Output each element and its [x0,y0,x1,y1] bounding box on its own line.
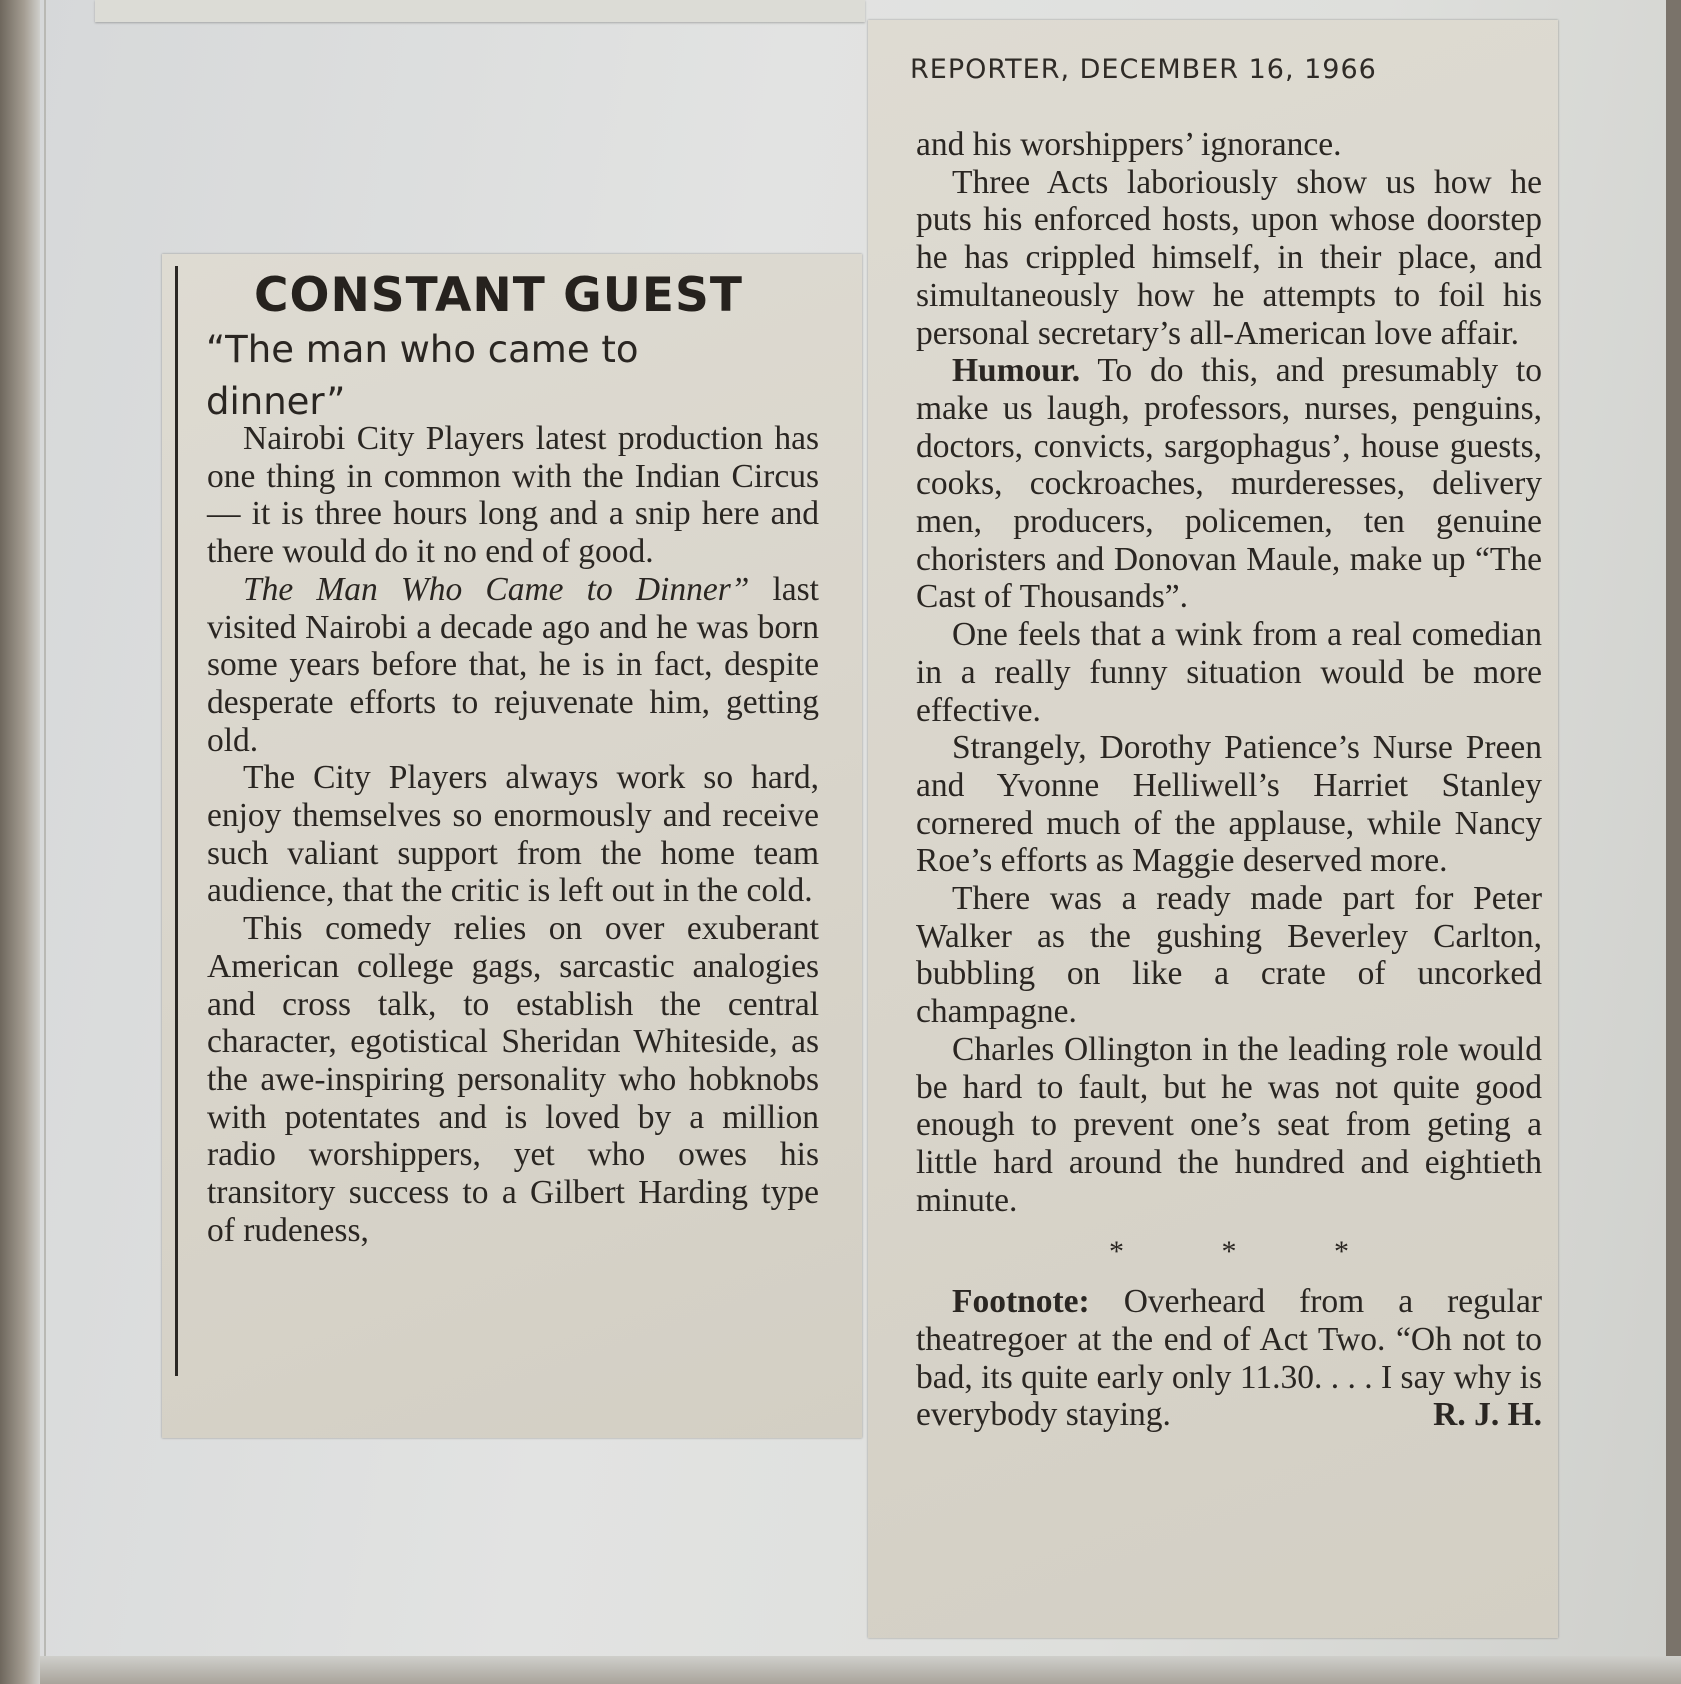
torn-clipping-fragment [95,0,865,22]
paragraph: Charles Ollington in the leading role would be hard to fault, but he was not quite good enough to prevent one’s seat from geting a little hard around the hundred and eightieth minute. [916,1030,1542,1219]
page-bottom-edge [40,1656,1681,1684]
paragraph: This comedy relies on over exuberant American college gags, sarcastic analogies and cross talk, to establish the central character, egotistical Sheridan Whiteside, as the awe-inspiring personality who hobknobs with potentates and is loved by a million radio worshippers, yet who owes his transitory success to a Gilbert Harding type of rudeness, [207,910,819,1249]
headline: CONSTANT GUEST [254,268,743,323]
paragraph: and his worshippers’ ignorance. [916,126,1342,163]
album-spine [0,0,40,1684]
page-edge [44,0,46,1684]
play-title: The Man Who Came to Dinner” [243,570,750,608]
paragraph: One feels that a wink from a real comedian in a really funny situation would be more effective. [916,616,1542,729]
paragraph-text: To do this, and presumably to make us laugh, professors, nurses, penguins, doctors, convicts, sargophagus’, house guests, cooks, cockroaches, murderesses, delivery men, producers, policemen, ten genuine choristers and Donovan Maule, make up “The Cast of Thousands”. [916,352,1542,616]
paragraph: Nairobi City Players latest production has one thing in common with the Indian Circus — it is three hours long and a snip here and there would do it no end of good. [207,420,819,571]
left-newspaper-clipping [162,254,862,1438]
section-label: Humour. [952,352,1081,390]
article-body-right [916,126,1542,1434]
paragraph [916,352,1542,616]
paragraph: Three Acts laboriously show us how he puts his enforced hosts, upon whose doorstep he has crippled himself, in their place, and simultaneously how he attempts to foil his personal secretary’s all-American love affair. [916,163,1542,352]
section-break-stars: * * * [1109,1235,1349,1269]
paragraph: Strangely, Dorothy Patience’s Nurse Preen and Yvonne Helliwell’s Harriet Stanley cornered much of the applause, while Nancy Roe’s efforts as Maggie deserved more. [916,729,1542,880]
subheadline: “The man who came to dinner” [206,328,639,423]
author-initials: R. J. H. [1433,1396,1542,1434]
paragraph [207,571,819,760]
paragraph: There was a ready made part for Peter Walker as the gushing Beverley Carlton, bubbling on like a crate of uncorked champagne. [916,880,1542,1031]
article-body-left [207,420,819,1249]
right-newspaper-clipping [868,20,1558,1638]
footnote-paragraph [916,1283,1542,1434]
column-rule [175,266,178,1376]
footnote-text: Overheard from a regular theatregoer at the end of Act Two. “Oh not to bad, its quite early only 11.30. . . . I say why is everybody staying. [916,1283,1542,1434]
paragraph: The City Players always work so hard, enjoy themselves so enormously and receive such valiant support from the home team audience, that the critic is left out in the cold. [207,759,819,910]
dateline: REPORTER, DECEMBER 16, 1966 [910,54,1377,85]
paragraph-text: last visited Nairobi a decade ago and he was born some years before that, he is in fact, despite desperate efforts to rejuvenate him, getting old. [207,570,819,759]
footnote-label: Footnote: [952,1283,1090,1321]
